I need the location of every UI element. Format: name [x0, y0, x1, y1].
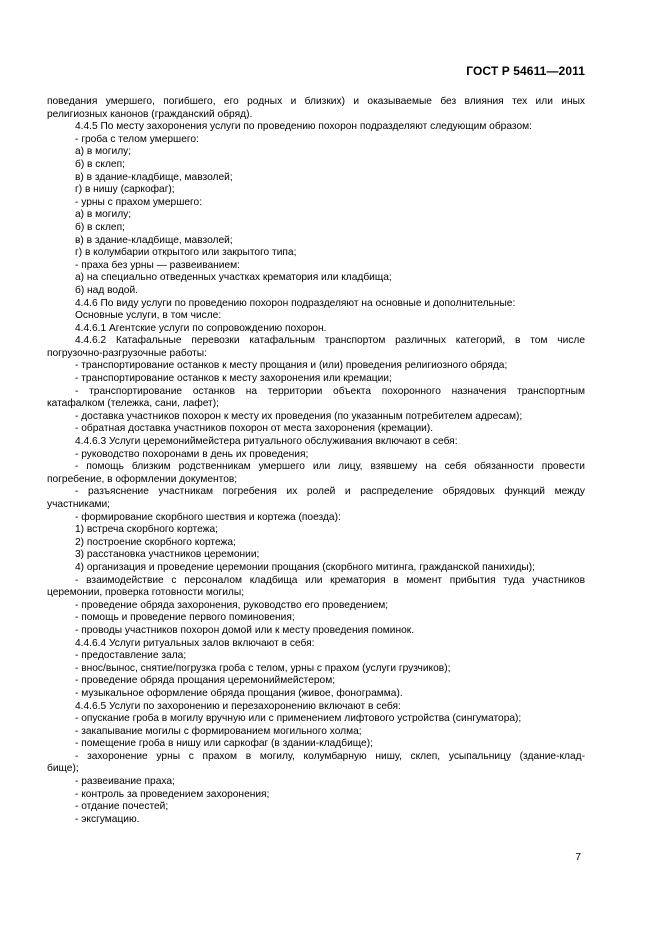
text-line: бище);	[47, 763, 79, 775]
text-line: - развеивание праха;	[75, 776, 175, 788]
text-line: погребение, в оформлении документов;	[47, 473, 238, 485]
text-line: 4.4.5 По месту захоронения услуги по проведению похорон подразделяют следующим образом:	[75, 121, 532, 133]
text-line: - транспортирование останков к месту захоронения или кремации;	[75, 373, 392, 385]
text-line: - закапывание могилы с формированием могильного холма;	[75, 725, 362, 737]
text-line: - гроба с телом умершего:	[75, 133, 199, 145]
text-line: б) над водой.	[75, 284, 138, 296]
text-line: - формирование скорбного шествия и кортежа (поезда):	[75, 511, 341, 523]
text-line: - обратная доставка участников похорон от места захоронения (кремации).	[75, 423, 434, 435]
text-line: а) на специально отведенных участках крематория или кладбища;	[75, 272, 392, 284]
text-line: - проводы участников похорон домой или к месту проведения поминок.	[75, 624, 415, 636]
text-line: 3) расстановка участников церемонии;	[75, 549, 260, 561]
text-line: 4.4.6.2 Катафальные перевозки катафальным транспортом различных категорий, в том числе	[75, 335, 585, 347]
text-line: - руководство похоронами в день их проведения;	[75, 448, 309, 460]
page-number: 7	[575, 852, 581, 863]
text-line: - внос/вынос, снятие/погрузка гроба с телом, урны с прахом (услуги грузчиков);	[75, 662, 451, 674]
text-line: а) в могилу;	[75, 146, 132, 158]
text-line: - доставка участников похорон к месту их проведения (по указанным потребителем адресам);	[75, 410, 523, 422]
text-line: а) в могилу;	[75, 209, 132, 221]
text-line: 4.4.6.3 Услуги церемониймейстера ритуального обслуживания включают в себя:	[75, 436, 458, 448]
text-line: - праха без урны — развеиванием:	[75, 259, 240, 271]
text-line: б) в склеп;	[75, 221, 125, 233]
text-line: 4.4.6.4 Услуги ритуальных залов включают в себя:	[75, 637, 315, 649]
text-line: - урны с прахом умершего:	[75, 196, 203, 208]
document-body	[47, 96, 585, 826]
text-line: - эксгумацию.	[75, 813, 140, 825]
text-line: - помощь и проведение первого поминовения;	[75, 612, 295, 624]
text-line: погрузочно-разгрузочные работы:	[47, 347, 207, 359]
text-line: б) в склеп;	[75, 158, 125, 170]
text-line: поведания умершего, погибшего, его родных и близких) и оказываемые без влияния тех или иных	[47, 96, 585, 107]
text-line: 4.4.6.5 Услуги по захоронению и перезахоронению включают в себя:	[75, 700, 401, 712]
text-line: 2) построение скорбного кортежа;	[75, 536, 236, 548]
text-line: церемонии, проверка готовности могилы;	[47, 587, 245, 599]
text-line: - опускание гроба в могилу вручную или с применением лифтового устройства (сингуматора);	[75, 713, 522, 725]
text-line: - помещение гроба в нишу или саркофаг (в здании-кладбище);	[75, 738, 373, 750]
text-line: 4.4.6.1 Агентские услуги по сопровождению похорон.	[75, 322, 327, 334]
text-line: катафалком (тележка, сани, лафет);	[47, 398, 219, 410]
text-line: г) в нишу (саркофаг);	[75, 184, 175, 196]
text-line: 4.4.6 По виду услуги по проведению похорон подразделяют на основные и дополнительные:	[75, 297, 516, 309]
text-line: - разъяснение участникам погребения их ролей и распределение обрядовых функций между	[75, 486, 585, 498]
text-line: г) в колумбарии открытого или закрытого типа;	[75, 247, 297, 259]
text-line: религиозных канонов (гражданский обряд).	[47, 108, 253, 120]
text-line: участниками;	[47, 499, 111, 510]
text-line: - транспортирование останков на территории объекта похоронного назначения транспортным	[75, 385, 585, 397]
text-line: - взаимодействие с персоналом кладбища или крематория в момент прибытия туда участников	[75, 574, 585, 586]
text-line: - отдание почестей;	[75, 801, 169, 813]
text-line: - проведение обряда прощания церемониймейстером;	[75, 675, 336, 687]
text-line: - захоронение урны с прахом в могилу, колумбарную нишу, склеп, усыпальницу (здание-клад-	[75, 750, 585, 762]
text-line: - предоставление зала;	[75, 650, 187, 662]
text-line: в) в здание-кладбище, мавзолей;	[75, 234, 233, 246]
text-line: 1) встреча скорбного кортежа;	[75, 524, 218, 536]
text-line: 4) организация и проведение церемонии прощания (скорбного митинга, гражданской панихиды);	[75, 561, 535, 573]
text-line: - музыкальное оформление обряда прощания (живое, фонограмма).	[75, 687, 403, 699]
text-line: - транспортирование останков к месту прощания и (или) проведения религиозного обряда;	[75, 360, 508, 372]
text-line: в) в здание-кладбище, мавзолей;	[75, 171, 233, 183]
document-header: ГОСТ Р 54611—2011	[466, 64, 585, 78]
text-line: - проведение обряда захоронения, руководство его проведением;	[75, 599, 389, 611]
text-line: - контроль за проведением захоронения;	[75, 788, 270, 800]
text-line: Основные услуги, в том числе:	[75, 310, 222, 322]
text-line: - помощь близким родственникам умершего или лицу, взявшему на себя обязанности провести	[75, 461, 585, 473]
